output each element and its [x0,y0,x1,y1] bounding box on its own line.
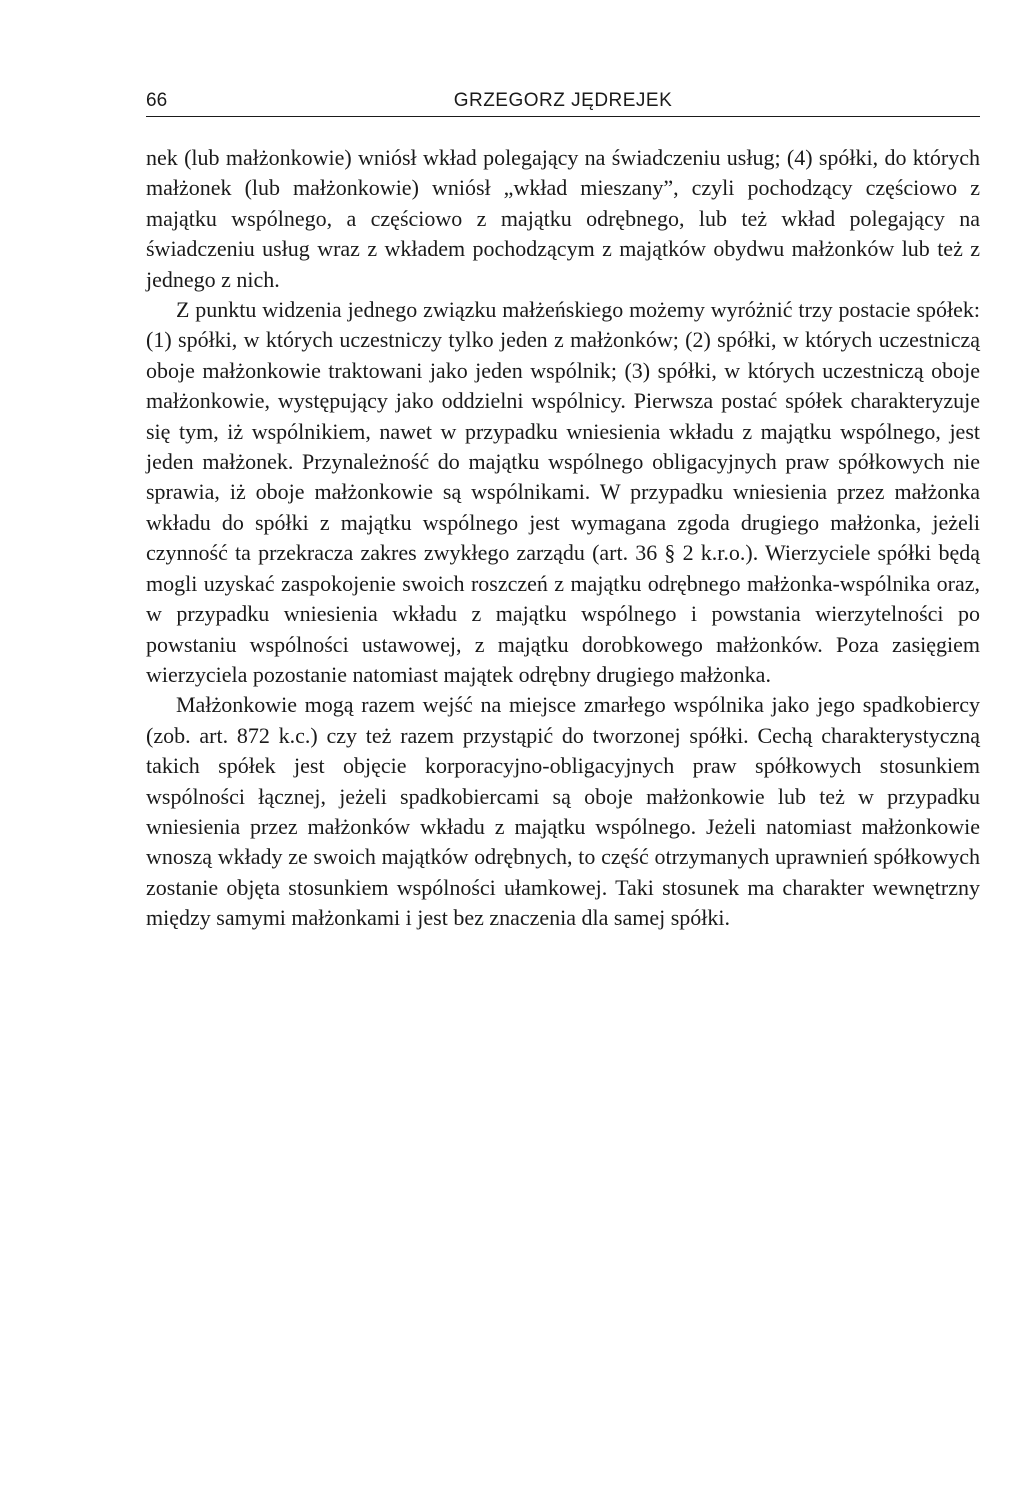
paragraph-continuation: nek (lub małżonkowie) wniósł wkład polegający na świadczeniu usług; (4) spółki, do których małżonek (lub małżonkowie) wniósł „wkład mieszany”, czyli pochodzący częściowo z majątku wspólnego, a częściowo z majątku odrębnego, lub też wkład polegający na świadczeniu usług wraz z wkładem pochodzącym z majątków obydwu małżonków lub też z jednego z nich. [146,145,980,292]
running-header [146,86,980,117]
book-page [146,86,980,934]
page-number: 66 [146,90,168,111]
paragraph-spouse-partnership-types: Z punktu widzenia jednego związku małżeńskiego możemy wyróżnić trzy postacie spółek: (1) spółki, w których uczestniczy tylko jeden z małżonków; (2) spółki, w których uczestniczą oboje małżonkowie traktowani jako jeden wspólnik; (3) spółki, w których uczestniczą oboje małżonkowie, występujący jako oddzielni wspólnicy. Pierwsza postać spółek charakteryzuje się tym, iż wspólnikiem, nawet w przypadku wniesienia wkładu z majątku wspólnego, jest jeden małżonek. Przynależność do majątku wspólnego obligacyjnych praw spółkowych nie sprawia, iż oboje małżonkowie są wspólnikami. W przypadku wniesienia przez małżonka wkładu do spółki z majątku wspólnego jest wymagana zgoda drugiego małżonka, jeżeli czynność ta przekracza zakres zwykłego zarządu (art. 36 § 2 k.r.o.). Wierzyciele spółki będą mogli uzyskać zaspokojenie swoich roszczeń z majątku odrębnego małżonka-wspólnika oraz, w przypadku wniesienia wkładu z majątku wspólnego i powstania wierzytelności po powstaniu wspólności ustawowej, z majątku dorobkowego małżonków. Poza zasięgiem wierzyciela pozostanie natomiast majątek odrębny drugiego małżonka. [146,297,980,687]
paragraph-spouses-as-heirs: Małżonkowie mogą razem wejść na miejsce zmarłego wspólnika jako jego spadkobiercy (zob. art. 872 k.c.) czy też razem przystąpić do tworzonej spółki. Cechą charakterystyczną takich spółek jest objęcie korporacyjno-obligacyjnych praw spółkowych stosunkiem wspólności łącznej, jeżeli spadkobiercami są oboje małżonkowie lub też w przypadku wniesienia przez małżonków wkładu z majątku wspólnego. Jeżeli natomiast małżonkowie wnoszą wkłady ze swoich majątków odrębnych, to część otrzymanych uprawnień spółkowych zostanie objęta stosunkiem wspólności ułamkowej. Taki stosunek ma charakter wewnętrzny między samymi małżonkami i jest bez znaczenia dla samej spółki. [146,692,980,931]
body-text [146,143,980,934]
running-header-author: GRZEGORZ JĘDREJEK [453,90,673,111]
